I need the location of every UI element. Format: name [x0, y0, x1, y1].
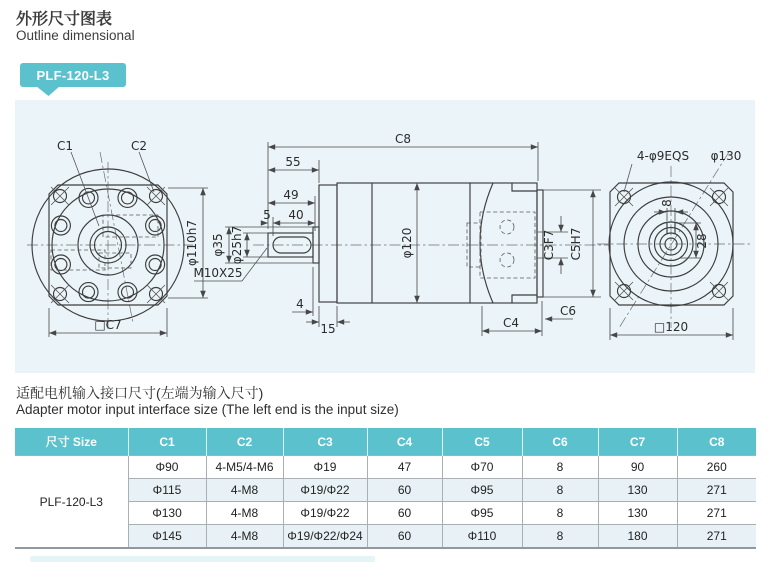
table-header-size: 尺寸 Size [15, 428, 128, 456]
table-cell: 180 [598, 525, 677, 549]
table-cell: Φ115 [128, 479, 206, 502]
dim-label-phi25h7: φ25h7 [230, 225, 244, 265]
drawing-panel [15, 100, 755, 373]
model-cell: PLF-120-L3 [15, 456, 128, 549]
table-header-c2: C2 [206, 428, 283, 456]
dim-label-c2: C2 [130, 139, 148, 153]
dim-label-c8: C8 [394, 132, 412, 146]
dim-label-phi35: φ35 [211, 233, 225, 257]
dim-label-28: 28 [695, 233, 709, 249]
table-header-c3: C3 [283, 428, 367, 456]
dim-label-c3f7: C3F7 [542, 229, 556, 261]
table-header-c5: C5 [442, 428, 522, 456]
size-table [15, 428, 756, 549]
dim-label-phi120: φ120 [400, 227, 414, 259]
table-cell: 90 [598, 456, 677, 479]
table-cell: 130 [598, 502, 677, 525]
dim-label-4phi9eqs: 4-φ9EQS [636, 149, 690, 163]
table-cell: 4-M5/4-M6 [206, 456, 283, 479]
table-cell: Φ130 [128, 502, 206, 525]
table-cell: Φ19/Φ22 [283, 502, 367, 525]
table-cell: 4-M8 [206, 479, 283, 502]
table-header-c4: C4 [367, 428, 442, 456]
page-title-zh: 外形尺寸图表 [16, 11, 113, 28]
rear-view [597, 149, 750, 340]
dim-label-c7: □C7 [94, 318, 122, 332]
subtitle-zh: 适配电机输入接口尺寸(左端为输入尺寸) [16, 385, 264, 401]
model-badge-label: PLF-120-L3 [36, 67, 110, 83]
dim-label-m10x25: M10X25 [193, 266, 243, 280]
table-header-c8: C8 [677, 428, 756, 456]
table-cell: 47 [367, 456, 442, 479]
table-row [15, 456, 756, 479]
table-cell: Φ19/Φ22 [283, 479, 367, 502]
subtitle-en: Adapter motor input interface size (The left end is the input size) [16, 402, 399, 417]
dim-label-sq120: □120 [653, 320, 689, 334]
page-title-en: Outline dimensional [16, 28, 135, 43]
table-cell: 130 [598, 479, 677, 502]
table-cell: Φ145 [128, 525, 206, 549]
front-view [27, 139, 208, 337]
dim-label-8: 8 [660, 199, 674, 207]
table-cell: 4-M8 [206, 525, 283, 549]
dim-label-c4: C4 [502, 316, 520, 330]
side-view [193, 132, 609, 336]
table-cell: Φ70 [442, 456, 522, 479]
next-section-sliver [30, 556, 375, 562]
table-cell: Φ90 [128, 456, 206, 479]
table-cell: Φ19 [283, 456, 367, 479]
table-cell: 260 [677, 456, 756, 479]
dim-label-5: 5 [263, 208, 271, 222]
dim-label-c1: C1 [56, 139, 74, 153]
dim-label-phi110h7: φ110h7 [185, 219, 199, 267]
dim-label-49: 49 [283, 188, 299, 202]
model-badge-tail [36, 86, 60, 96]
table-cell: 8 [522, 525, 598, 549]
table-cell: 271 [677, 525, 756, 549]
dim-label-phi130: φ130 [710, 149, 742, 163]
table-cell: 8 [522, 502, 598, 525]
table-cell: Φ19/Φ22/Φ24 [283, 525, 367, 549]
table-header-c7: C7 [598, 428, 677, 456]
dim-label-15: 15 [320, 322, 336, 336]
table-header-row [15, 428, 756, 456]
table-cell: 60 [367, 502, 442, 525]
dim-label-4: 4 [296, 297, 304, 311]
dim-label-40: 40 [288, 208, 304, 222]
table-cell: 8 [522, 456, 598, 479]
dim-label-c6: C6 [559, 304, 577, 318]
dim-label-c5h7: C5H7 [569, 227, 583, 261]
dim-label-55: 55 [285, 155, 301, 169]
table-cell: 60 [367, 479, 442, 502]
table-cell: 60 [367, 525, 442, 549]
table-cell: 271 [677, 502, 756, 525]
table-header-c1: C1 [128, 428, 206, 456]
table-header-c6: C6 [522, 428, 598, 456]
table-cell: 271 [677, 479, 756, 502]
technical-drawing [15, 100, 755, 373]
table-cell: Φ95 [442, 479, 522, 502]
table-cell: 4-M8 [206, 502, 283, 525]
table-cell: Φ95 [442, 502, 522, 525]
table-cell: Φ110 [442, 525, 522, 549]
model-badge [20, 63, 126, 87]
table-cell: 8 [522, 479, 598, 502]
